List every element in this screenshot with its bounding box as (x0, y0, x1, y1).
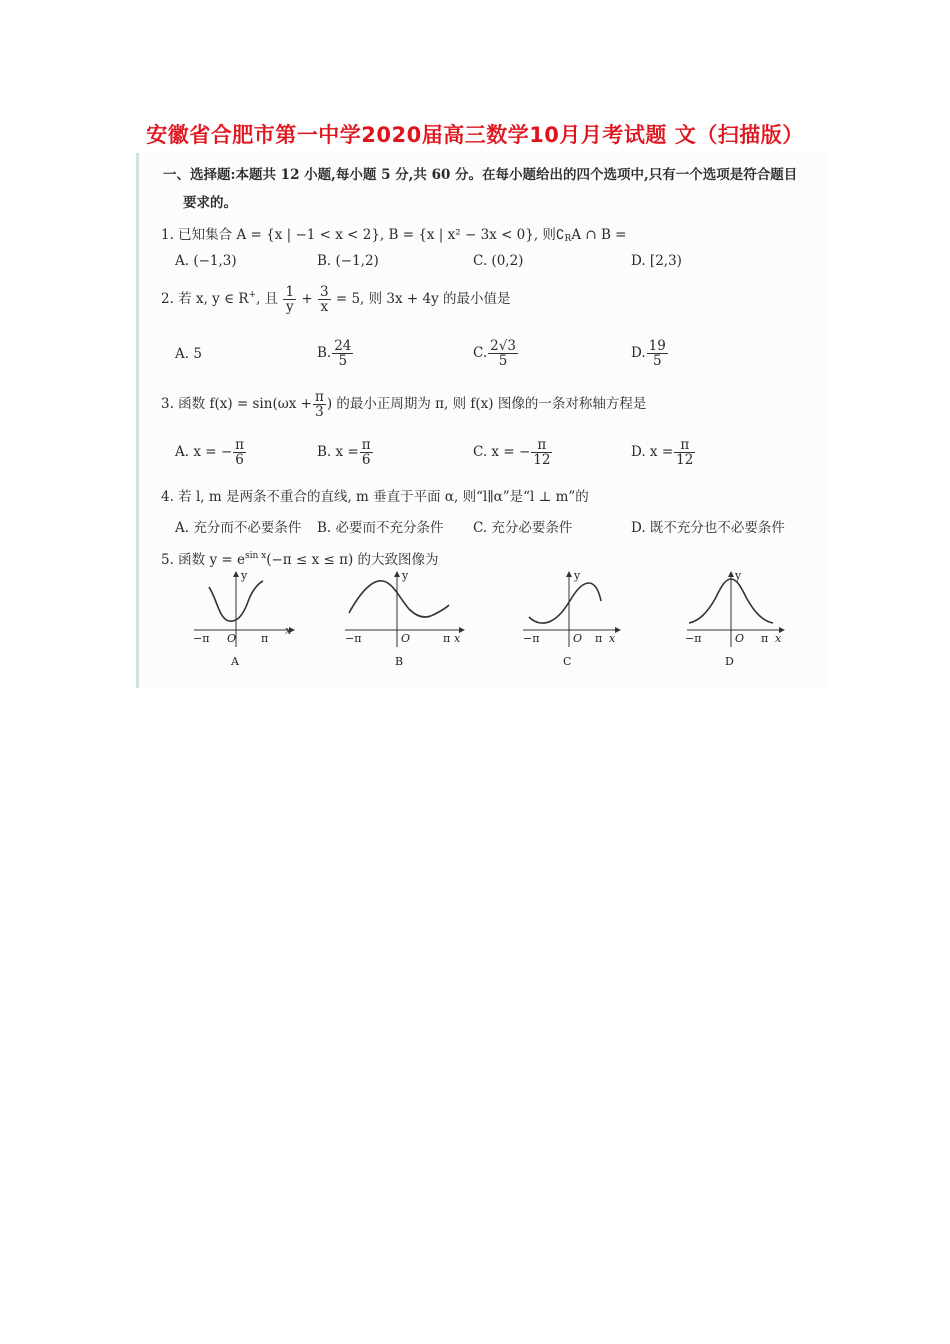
graph-c-neg-pi: −π (523, 632, 540, 645)
q2-option-c: C. $\frac{2√3}{5}$ (473, 338, 516, 369)
graph-c (521, 569, 626, 668)
q4-option-d: D. 既不充分也不必要条件 (631, 520, 785, 536)
q4-option-c: C. 充分必要条件 (473, 520, 573, 536)
graph-a-neg-pi: −π (193, 632, 210, 645)
q2-option-a: A. 5 (175, 346, 202, 362)
graph-b-y-label: y (402, 569, 409, 582)
q4-stem: 4. 若 l, m 是两条不重合的直线, m 垂直于平面 α, 则“l∥α”是“l ⊥ m”的 (161, 489, 589, 505)
q3-option-b: B. x = $\frac{\pi}{6}$ (317, 437, 371, 468)
graph-b-neg-pi: −π (345, 632, 362, 645)
q3-stem: 3. 函数 f(x) = sin(ωx + $\frac{\pi}{3}$ ) 的最小正周期为 π, 则 f(x) 图像的一条对称轴方程是 (161, 389, 647, 420)
q1-option-a: A. (−1,3) (175, 253, 237, 269)
q4-option-a: A. 充分而不必要条件 (175, 520, 302, 536)
q1-option-d: D. [2,3) (631, 253, 682, 269)
graph-c-caption: C (563, 655, 572, 668)
q4-option-b: B. 必要而不充分条件 (317, 520, 444, 536)
graph-a-y-label: y (241, 569, 248, 582)
graph-d-origin: O (735, 632, 745, 645)
document-title: 安徽省合肥市第一中学2020届高三数学10月月考试题 文（扫描版） (146, 123, 804, 147)
graph-d (685, 569, 790, 668)
q1-option-b: B. (−1,2) (317, 253, 379, 269)
q2-stem: 2. 若 x, y ∈ R+, 且 $\frac{1}{y}$ + $\frac{3}{x}$ = 5, 则 3x + 4y 的最小值是 (161, 284, 511, 315)
graph-b-caption: B (395, 655, 404, 668)
q1-stem: 1. 已知集合 A = {x | −1 < x < 2}, B = {x | x² − 3x < 0}, 则$∁_RA$ ∩ B = (161, 227, 627, 244)
graph-b (343, 569, 468, 668)
graph-d-pi: π (761, 632, 769, 645)
q2-option-b: B. $\frac{24}{5}$ (317, 338, 352, 369)
graph-a-origin: O (227, 632, 237, 645)
graph-a-caption: A (231, 655, 239, 668)
graph-b-origin: O (401, 632, 411, 645)
graph-b-pi: π (443, 632, 451, 645)
graph-a-pi: π (261, 632, 269, 645)
graph-c-pi: π (595, 632, 603, 645)
graph-d-y-label: y (735, 569, 742, 582)
graph-d-caption: D (725, 655, 734, 668)
graph-d-neg-pi: −π (685, 632, 702, 645)
q3-option-c: C. x = − $\frac{\pi}{12}$ (473, 437, 551, 468)
graph-c-origin: O (573, 632, 583, 645)
q3-option-a: A. x = − $\frac{\pi}{6}$ (175, 437, 245, 468)
section-heading-line2: 要求的。 (183, 195, 237, 211)
graph-a (189, 569, 299, 668)
graph-d-x-label: x (775, 632, 782, 645)
scanned-exam-page (136, 153, 827, 688)
q1-option-c: C. (0,2) (473, 253, 524, 269)
graph-b-x-label: x (454, 632, 461, 645)
q5-stem: 5. 函数 $y = e^{sin x}(-\pi \le x \le \pi)$ 的大致图像为 (161, 551, 439, 568)
q3-option-d: D. x = $\frac{\pi}{12}$ (631, 437, 694, 468)
graph-c-y-label: y (574, 569, 581, 582)
section-heading-line1: 一、选择题:本题共 12 小题,每小题 5 分,共 60 分。在每小题给出的四个选项中,只有一个选项是符合题目 (163, 167, 798, 183)
graph-a-x-label: x (285, 624, 292, 637)
graph-c-x-label: x (609, 632, 616, 645)
q2-option-d: D. $\frac{19}{5}$ (631, 338, 666, 369)
